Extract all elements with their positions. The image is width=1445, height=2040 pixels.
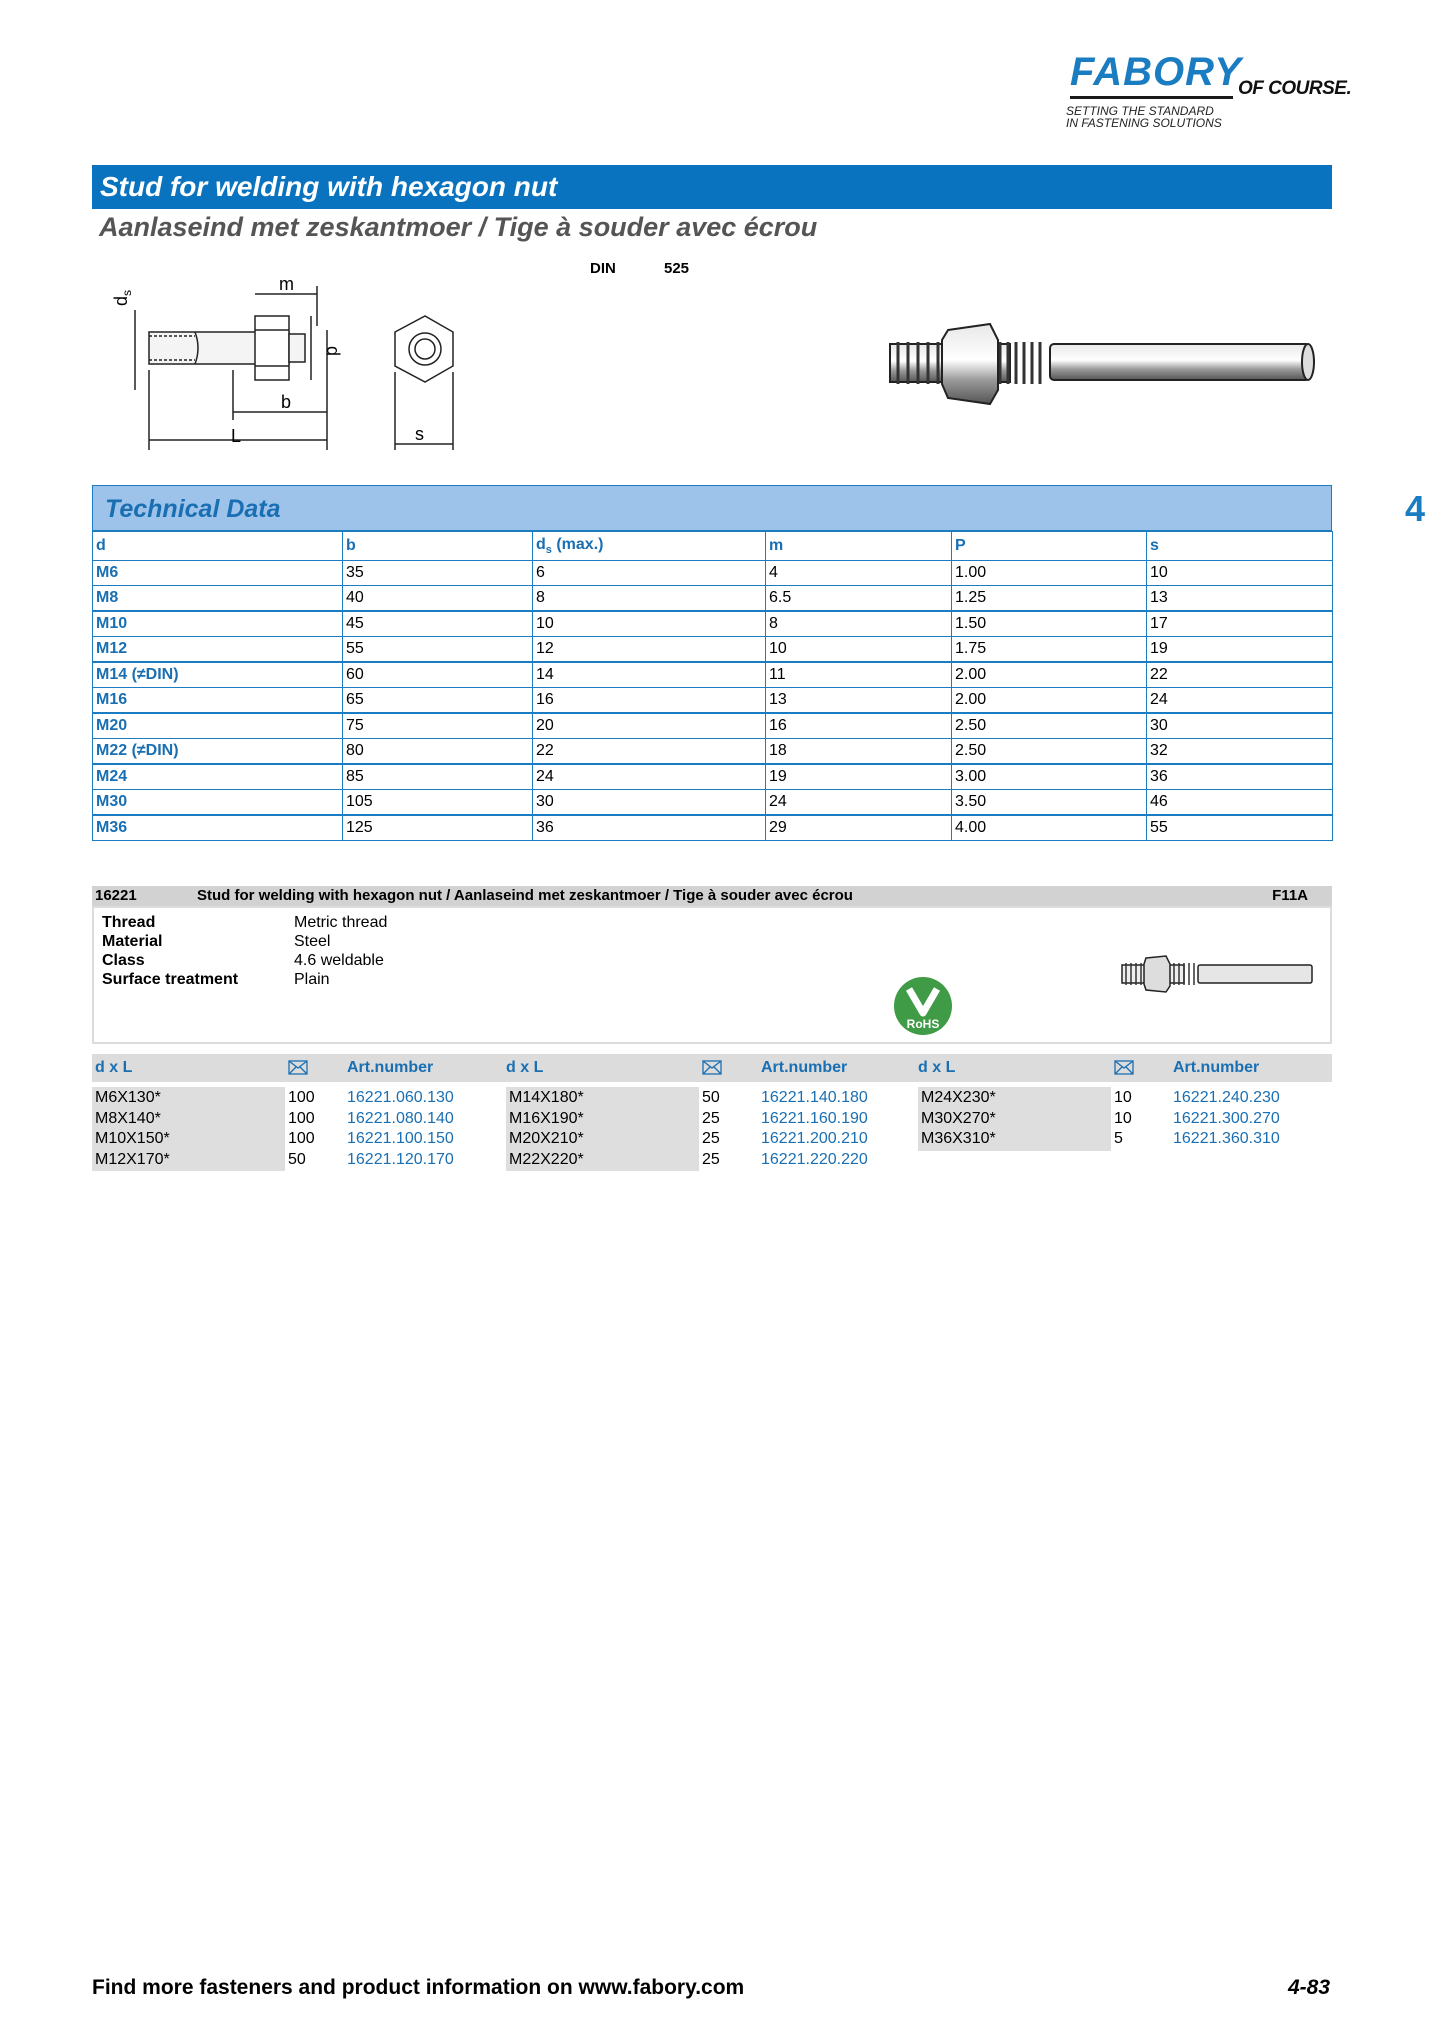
article-dxl: M6X130* — [95, 1089, 161, 1106]
label-ds-subscript: s — [120, 289, 134, 296]
table-row — [93, 713, 1333, 739]
table-cell: 30 — [1147, 713, 1333, 739]
brand-logo — [1066, 50, 1356, 136]
packaging-envelope-icon — [702, 1060, 722, 1075]
table-cell: 105 — [343, 790, 533, 816]
table-cell: M14 (≠DIN) — [93, 662, 343, 688]
label-s: s — [415, 424, 424, 444]
label-L: L — [231, 426, 242, 446]
table-cell: 60 — [343, 662, 533, 688]
col-header-p: P — [952, 532, 1147, 561]
table-cell: 6 — [533, 561, 766, 586]
table-cell: 65 — [343, 688, 533, 714]
table-row — [93, 790, 1333, 816]
col-header-dxl-1: d x L — [95, 1059, 133, 1076]
table-cell: M6 — [93, 561, 343, 586]
table-cell: M36 — [93, 815, 343, 841]
col-header-b: b — [343, 532, 533, 561]
table-cell: M12 — [93, 637, 343, 663]
rohs-icon — [892, 975, 954, 1037]
table-cell: 125 — [343, 815, 533, 841]
standard-label: DIN — [590, 260, 616, 277]
article-qty: 10 — [1114, 1089, 1132, 1106]
page-title: Stud for welding with hexagon nut — [100, 171, 558, 202]
article-dxl: M14X180* — [509, 1089, 584, 1106]
table-cell: 75 — [343, 713, 533, 739]
col-header-d: d — [93, 532, 343, 561]
table-cell: 46 — [1147, 790, 1333, 816]
spec-key-material: Material — [102, 933, 163, 950]
brand-name: FABORY — [1070, 50, 1242, 94]
label-d: d — [323, 346, 343, 357]
col-header-dxl-2: d x L — [506, 1059, 544, 1076]
col-header-m: m — [766, 532, 952, 561]
table-row — [93, 815, 1333, 841]
table-cell: 2.00 — [952, 662, 1147, 688]
table-cell: 29 — [766, 815, 952, 841]
table-cell: 14 — [533, 662, 766, 688]
table-cell: 80 — [343, 739, 533, 765]
label-ds: $d_s$ — [111, 289, 134, 306]
table-cell: 32 — [1147, 739, 1333, 765]
table-cell: 30 — [533, 790, 766, 816]
article-dxl: M22X220* — [509, 1150, 584, 1168]
table-cell: 3.00 — [952, 764, 1147, 790]
table-cell: 3.50 — [952, 790, 1147, 816]
article-dxl: M10X150* — [95, 1130, 170, 1147]
table-cell: 85 — [343, 764, 533, 790]
table-row — [93, 637, 1333, 663]
article-number[interactable]: 16221.240.230 — [1173, 1089, 1280, 1106]
product-thumbnail — [1118, 952, 1318, 996]
table-cell: 40 — [343, 586, 533, 612]
article-number[interactable]: 16221.100.150 — [347, 1130, 454, 1147]
technical-data-table — [92, 531, 1333, 841]
article-qty: 25 — [702, 1150, 720, 1168]
article-number[interactable]: 16221.220.220 — [761, 1150, 868, 1168]
page-number: 4-83 — [1287, 1976, 1330, 1999]
technical-data-title: Technical Data — [105, 495, 281, 523]
article-qty: 50 — [288, 1150, 306, 1168]
article-dxl: M36X310* — [921, 1130, 996, 1147]
packaging-envelope-icon — [1114, 1060, 1134, 1075]
article-qty: 100 — [288, 1109, 315, 1127]
table-cell: 13 — [1147, 586, 1333, 612]
table-cell: 13 — [766, 688, 952, 714]
table-cell: 35 — [343, 561, 533, 586]
article-qty: 10 — [1114, 1109, 1132, 1127]
table-cell: 45 — [343, 611, 533, 637]
table-cell: 55 — [1147, 815, 1333, 841]
table-cell: 1.00 — [952, 561, 1147, 586]
table-cell: M22 (≠DIN) — [93, 739, 343, 765]
brand-tagline-2: IN FASTENING SOLUTIONS — [1066, 116, 1222, 130]
table-cell: M24 — [93, 764, 343, 790]
table-cell: 24 — [533, 764, 766, 790]
product-header-bar — [92, 886, 1332, 906]
table-header-row — [93, 532, 1333, 561]
col-header-art-1: Art.number — [347, 1059, 434, 1076]
title-bar — [92, 165, 1332, 209]
chapter-number: 4 — [1405, 488, 1426, 529]
table-cell: 12 — [533, 637, 766, 663]
table-cell: 16 — [766, 713, 952, 739]
spec-value-material: Steel — [294, 933, 331, 950]
table-row — [93, 662, 1333, 688]
product-description: Stud for welding with hexagon nut / Aanlaseind met zeskantmoer / Tige à souder avec écrou — [197, 887, 853, 904]
technical-drawing — [95, 270, 485, 470]
article-dxl: M24X230* — [921, 1089, 996, 1106]
article-qty: 25 — [702, 1109, 720, 1127]
table-cell: 19 — [1147, 637, 1333, 663]
standard-value: 525 — [664, 260, 690, 277]
table-row — [93, 764, 1333, 790]
article-dxl: M20X210* — [509, 1130, 584, 1147]
article-number[interactable]: 16221.120.170 — [347, 1150, 454, 1168]
table-cell: 36 — [533, 815, 766, 841]
article-qty: 100 — [288, 1089, 315, 1106]
table-cell: 10 — [533, 611, 766, 637]
col-header-art-3: Art.number — [1173, 1059, 1260, 1076]
table-cell: M8 — [93, 586, 343, 612]
table-cell: 16 — [533, 688, 766, 714]
table-cell: 2.50 — [952, 739, 1147, 765]
article-dxl: M12X170* — [95, 1150, 170, 1168]
col-header-dxl-3: d x L — [918, 1059, 956, 1076]
product-code: 16221 — [95, 887, 137, 904]
table-row — [93, 586, 1333, 612]
packaging-envelope-icon — [288, 1060, 308, 1075]
table-cell: 36 — [1147, 764, 1333, 790]
page-subtitle: Aanlaseind met zeskantmoer / Tige à souder avec écrou — [99, 212, 818, 242]
label-m: m — [279, 274, 294, 294]
table-row — [93, 611, 1333, 637]
article-number[interactable]: 16221.140.180 — [761, 1089, 868, 1106]
spec-key-class: Class — [102, 952, 145, 969]
table-cell: 19 — [766, 764, 952, 790]
article-number[interactable]: 16221.200.210 — [761, 1130, 868, 1147]
article-list-header — [92, 1054, 1332, 1082]
article-dxl: M16X190* — [509, 1109, 584, 1127]
table-cell: 24 — [766, 790, 952, 816]
article-dxl: M8X140* — [95, 1109, 161, 1127]
table-cell: 4.00 — [952, 815, 1147, 841]
brand-slogan: OF COURSE. — [1238, 78, 1352, 99]
table-cell: 10 — [766, 637, 952, 663]
spec-value-surface: Plain — [294, 971, 330, 988]
table-row — [93, 688, 1333, 714]
table-cell: 24 — [1147, 688, 1333, 714]
article-qty: 25 — [702, 1130, 720, 1147]
article-qty: 5 — [1114, 1130, 1123, 1147]
table-row — [93, 561, 1333, 586]
rohs-label: RoHS — [906, 1017, 940, 1031]
article-number[interactable]: 16221.300.270 — [1173, 1109, 1280, 1127]
table-cell: M30 — [93, 790, 343, 816]
table-cell: 6.5 — [766, 586, 952, 612]
spec-key-surface: Surface treatment — [102, 971, 239, 988]
col-header-ds: $d_s$ (max.) — [533, 532, 766, 561]
article-dxl: M30X270* — [921, 1109, 996, 1127]
table-cell: 8 — [766, 611, 952, 637]
table-cell: 10 — [1147, 561, 1333, 586]
table-cell: 1.75 — [952, 637, 1147, 663]
table-cell: 22 — [533, 739, 766, 765]
table-cell: M16 — [93, 688, 343, 714]
table-cell: 2.50 — [952, 713, 1147, 739]
table-cell: 22 — [1147, 662, 1333, 688]
article-number[interactable]: 16221.080.140 — [347, 1109, 454, 1127]
spec-key-thread: Thread — [102, 914, 156, 931]
article-qty: 50 — [702, 1089, 720, 1106]
article-qty: 100 — [288, 1130, 315, 1147]
table-cell: 55 — [343, 637, 533, 663]
spec-value-class: 4.6 weldable — [294, 952, 384, 969]
table-row — [93, 739, 1333, 765]
table-cell: 8 — [533, 586, 766, 612]
brand-tagline-1: SETTING THE STANDARD — [1066, 104, 1214, 118]
table-cell: 1.25 — [952, 586, 1147, 612]
table-cell: M20 — [93, 713, 343, 739]
table-cell: 1.50 — [952, 611, 1147, 637]
table-cell: M10 — [93, 611, 343, 637]
table-cell: 11 — [766, 662, 952, 688]
article-number[interactable]: 16221.060.130 — [347, 1089, 454, 1106]
table-cell: 4 — [766, 561, 952, 586]
product-photo — [880, 320, 1320, 410]
col-header-art-2: Art.number — [761, 1059, 848, 1076]
spec-value-thread: Metric thread — [294, 914, 388, 931]
col-header-s: s — [1147, 532, 1333, 561]
article-number[interactable]: 16221.360.310 — [1173, 1130, 1280, 1147]
table-cell: 20 — [533, 713, 766, 739]
footer-text: Find more fasteners and product information on www.fabory.com — [92, 1976, 745, 1999]
article-number[interactable]: 16221.160.190 — [761, 1109, 868, 1127]
table-cell: 18 — [766, 739, 952, 765]
technical-data-header — [92, 485, 1332, 531]
product-class-code: F11A — [1272, 887, 1308, 904]
table-cell: 17 — [1147, 611, 1333, 637]
table-cell: 2.00 — [952, 688, 1147, 714]
label-b: b — [281, 392, 292, 412]
logo-rule — [1070, 96, 1233, 99]
